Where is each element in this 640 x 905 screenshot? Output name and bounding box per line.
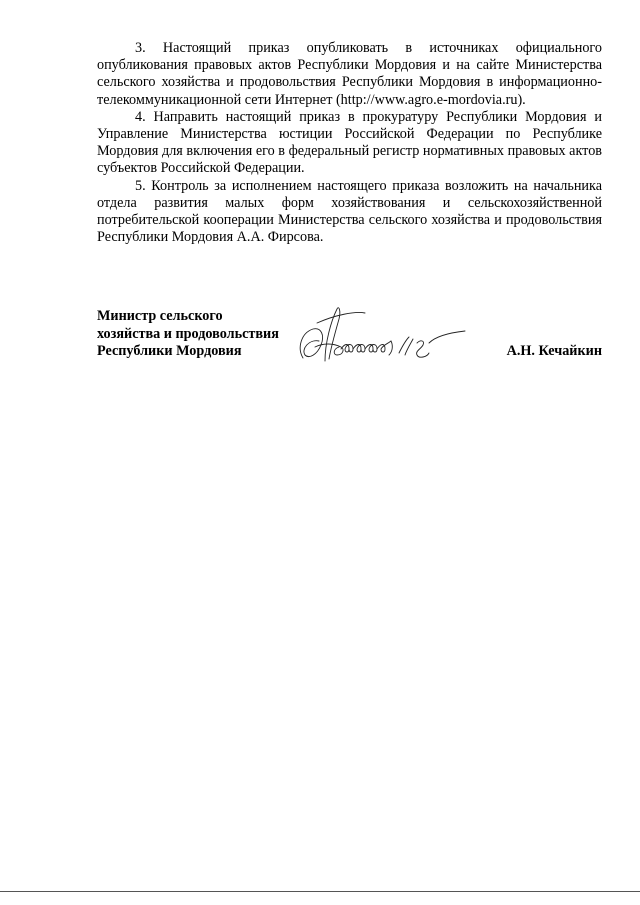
document-body xyxy=(97,40,602,246)
signer-name: А.Н. Кечайкин xyxy=(506,343,602,359)
minister-title-line: хозяйства и продовольствия xyxy=(97,325,279,342)
page-bottom-edge xyxy=(0,891,640,892)
paragraph-4: 4. Направить настоящий приказ в прокуратуру Республики Мордовия и Управление Министерства юстиции Российской Федерации по Республике Мордовия для включения его в федеральный регистр нормативных правовых актов субъектов Российской Федерации. xyxy=(97,108,602,177)
paragraph-3: 3. Настоящий приказ опубликовать в источниках официального опубликования правовых актов Республики Мордовия и на сайте Министерства сельского хозяйства и продовольствия Республики Мордовия в информационно-телекоммуникационной сети Интернет (http://www.agro.e-mordovia.ru). xyxy=(97,40,602,108)
minister-title xyxy=(97,308,279,361)
minister-title-line: Республики Мордовия xyxy=(97,343,242,359)
handwritten-signature xyxy=(295,303,475,365)
minister-title-line: Министр сельского xyxy=(97,308,223,324)
signature-block xyxy=(97,308,602,368)
paragraph-5: 5. Контроль за исполнением настоящего приказа возложить на начальника отдела развития малых форм хозяйствования и сельскохозяйственной потребительской кооперации Министерства сельского хозяйства и продовольствия Республики Мордовия А.А. Фирсова. xyxy=(97,177,602,246)
